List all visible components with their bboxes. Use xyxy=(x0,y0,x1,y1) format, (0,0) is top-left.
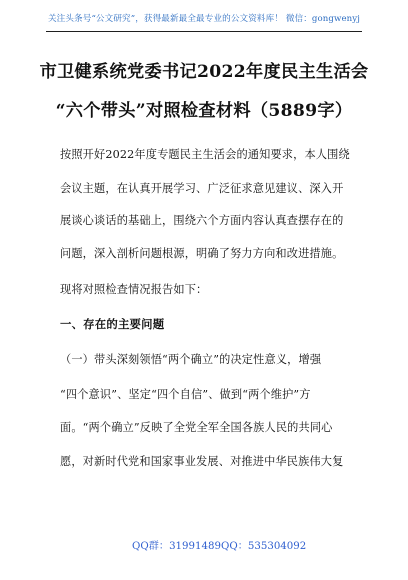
paragraph-line: 愿，对新时代党和国家事业发展、对推进中华民族伟大复 xyxy=(60,455,344,468)
header-divider xyxy=(46,31,362,32)
paragraph-line: 会议主题，在认真开展学习、广泛征求意见建议、深入开 xyxy=(60,182,344,195)
paragraph-line: （一）带头深刻领悟“两个确立”的决定性意义，增强 xyxy=(60,353,322,366)
header-banner: 关注头条号“公文研究”，获得最新最全最专业的公文资料库！ 微信：gongwenyj xyxy=(47,14,361,24)
document-title-line-1: 市卫健系统党委书记2022年度民主生活会 xyxy=(39,62,369,82)
paragraph-line: 现将对照检查情况报告如下： xyxy=(60,283,208,296)
document-title-line-2: “六个带头”对照检查材料（5889字） xyxy=(55,101,353,121)
footer-qq-number: QQ：535304092 xyxy=(221,541,307,552)
footer-qq-group: QQ群：31991489 xyxy=(132,541,221,552)
paragraph-line: 按照开好2022年度专题民主生活会的通知要求，本人围绕 xyxy=(60,148,350,161)
paragraph-line: 面。“两个确立”反映了全党全军全国各族人民的共同心 xyxy=(60,421,333,434)
section-heading: 一、存在的主要问题 xyxy=(60,317,165,331)
paragraph-line: 展谈心谈话的基础上，围绕六个方面内容认真查摆存在的 xyxy=(60,214,344,227)
paragraph-line: “四个意识”、坚定“四个自信”、做到“两个维护”方 xyxy=(60,388,311,401)
paragraph-line: 问题，深入剖析问题根源，明确了努力方向和改进措施。 xyxy=(60,247,344,260)
